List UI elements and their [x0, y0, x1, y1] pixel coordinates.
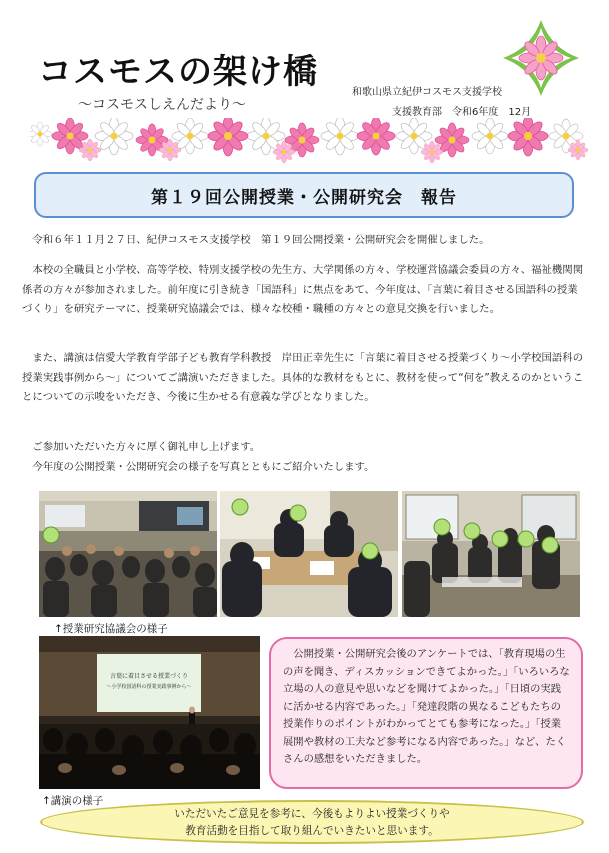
survey-feedback-box	[269, 637, 583, 789]
discussion-photo-3	[402, 491, 580, 617]
lecture-paragraph	[22, 349, 588, 408]
closing-line-2: 教育活動を目指して取り組んでいきたいと思います。	[185, 825, 439, 837]
survey-text: 公開授業・公開研究会後のアンケートでは、「教育現場の生の声を聞き、ディスカッションできてよかった。」「いろいろな立場の人の意見や思いなどを聞けてよかった。」「日頃の実践に活かせる内容であった。」「発達段階の異なるこどもたちの授業作りのポイントがわかってとても参考になった。」「授業展開や教材の工夫など参考になる内容であった。」など、たくさんの感想をいただきました。	[283, 648, 570, 765]
participants-paragraph	[22, 261, 588, 320]
lecture-photo	[39, 636, 260, 789]
issue-info: 支援教育部 令和6年度 12月	[392, 107, 532, 118]
lecture-caption: ↑講演の様子	[42, 795, 104, 807]
cosmos-flower-border-icon	[30, 118, 590, 164]
discussion-photo-2	[220, 491, 398, 617]
participants-text: 本校の全職員と小学校、高等学校、特別支援学校の先生方、大学関係の方々、学校運営協議会委員の方々、福祉機関関係者の方々が参加されました。前年度に引き続き「国語科」に焦点をあて、今年度は、「言葉に着目させる国語科の授業づくり」を研究テーマに、授業研究協議会では、様々な校種・職種の方々との意見交換を行いました。	[22, 264, 584, 315]
discussion-photo-1	[39, 491, 217, 617]
school-name: 和歌山県立紀伊コスモス支援学校	[352, 87, 502, 98]
intro-text: 令和６年１１月２７日、紀伊コスモス支援学校 第１９回公開授業・公開研究会を開催しました。	[32, 234, 490, 246]
cosmos-logo-icon	[501, 18, 581, 98]
photo-intro-text: 今年度の公開授業・公開研究会の様子を写真とともにご紹介いたします。	[32, 460, 375, 473]
newsletter-subtitle: ～コスモスしえんだより～	[78, 97, 246, 113]
slide-subtitle: ～小学校国語科の授業実践事例から～	[106, 684, 192, 690]
thanks-text: ご参加いただいた方々に厚く御礼申し上げます。	[32, 441, 261, 453]
intro-paragraph	[22, 231, 588, 251]
closing-message-ellipse	[40, 800, 584, 844]
report-heading-banner	[34, 172, 574, 218]
discussion-caption: ↑授業研究協議会の様子	[54, 623, 168, 635]
thanks-paragraph	[22, 438, 588, 477]
closing-line-1: いただいたご意見を参考に、今後もよりよい授業づくりや	[174, 808, 450, 820]
report-heading: 第１９回公開授業・公開研究会 報告	[151, 187, 457, 208]
slide-title: 言葉に着目させる授業づくり	[109, 673, 189, 680]
lecture-text: また、講演は信愛大学教育学部子ども教育学科教授 岸田正幸先生に「言葉に着目させる授業づくり～小学校国語科の授業実践事例から～」についてご講演いただきました。具体的な教材をもとに、教材を使って“何を”教えるのかということについての示唆をいただき、今後に生かせる有意義な学びとなりました。	[22, 352, 584, 403]
newsletter-title: コスモスの架け橋	[38, 52, 318, 92]
